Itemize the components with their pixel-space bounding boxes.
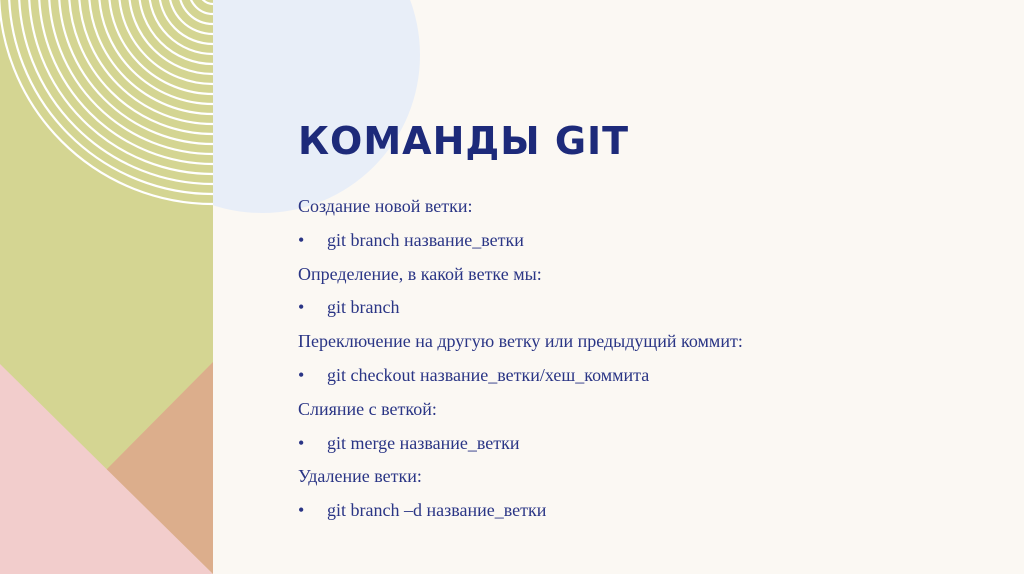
commands-list — [298, 192, 998, 530]
command-item-merge — [298, 429, 998, 463]
slide-title: КОМАНДЫ GIT — [298, 119, 630, 163]
command-heading-delete-branch: Удаление ветки: — [298, 466, 422, 487]
command-text: git branch — [327, 297, 400, 318]
command-text: git checkout название_ветки/хеш_коммита — [327, 364, 650, 385]
command-item-create-branch — [298, 226, 998, 260]
command-text: git branch –d название_ветки — [327, 500, 547, 521]
command-heading-create-branch: Создание новой ветки: — [298, 196, 473, 216]
command-text: git branch название_ветки — [327, 229, 524, 250]
command-heading-checkout: Переключение на другую ветку или предыдущий коммит: — [298, 331, 743, 352]
bullet-marker: • — [298, 500, 305, 521]
bullet-marker: • — [298, 297, 305, 318]
command-heading-merge: Слияние с веткой: — [298, 398, 437, 419]
command-text: git merge название_ветки — [327, 432, 520, 453]
bullet-marker: • — [298, 229, 305, 250]
command-item-delete-branch — [298, 496, 998, 530]
bullet-marker: • — [298, 432, 305, 453]
command-heading-current-branch: Определение, в какой ветке мы: — [298, 263, 542, 284]
command-item-checkout — [298, 361, 998, 395]
command-item-current-branch — [298, 293, 998, 327]
bullet-marker: • — [298, 364, 305, 385]
